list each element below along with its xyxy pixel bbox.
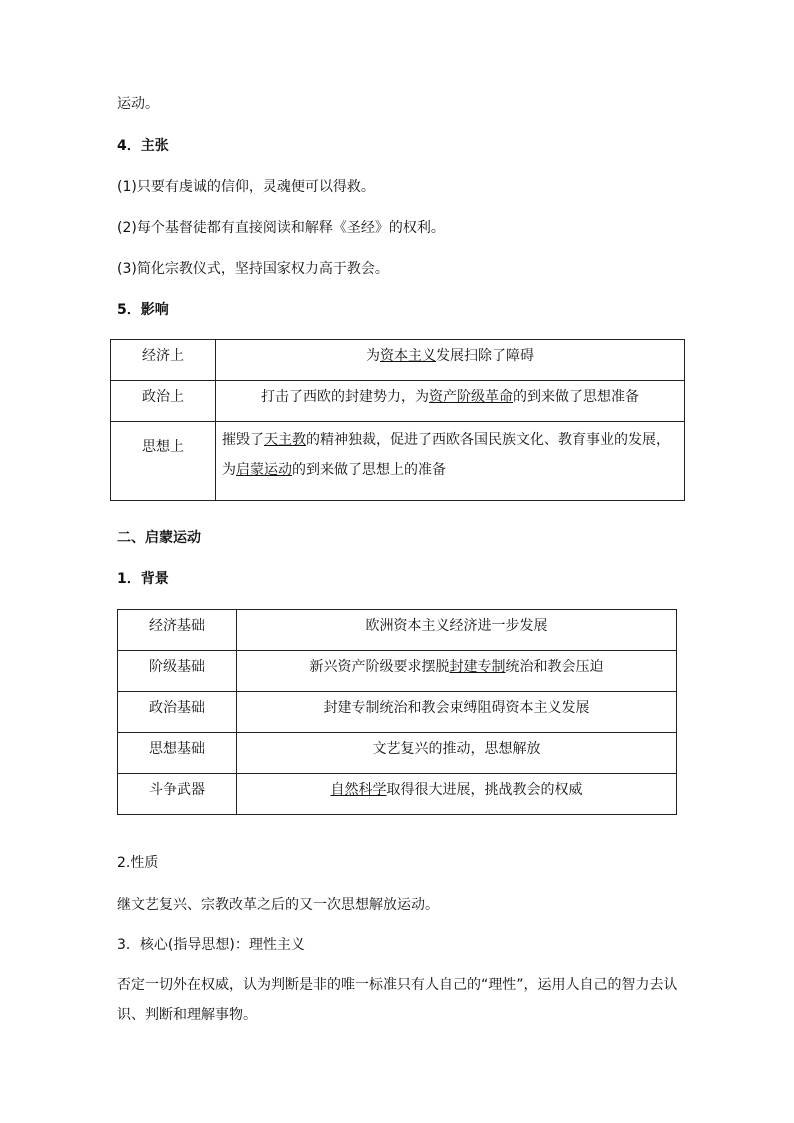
row-content: 文艺复兴的推动，思想解放 [237, 733, 677, 774]
part-2-section-2-heading: 2.性质 [117, 855, 159, 871]
row-label: 经济基础 [118, 610, 237, 651]
row-content: 打击了西欧的封建势力，为资产阶级革命的到来做了思想准备 [216, 381, 685, 422]
row-label: 阶级基础 [118, 651, 237, 692]
table-row [111, 340, 685, 381]
row-label: 政治基础 [118, 692, 237, 733]
row-label: 思想上 [111, 422, 216, 501]
part-2-section-2-text: 继文艺复兴、宗教改革之后的又一次思想解放运动。 [117, 897, 439, 913]
table-row [118, 774, 677, 815]
influence-table [110, 339, 685, 501]
row-content: 为资本主义发展扫除了障碍 [216, 340, 685, 381]
table-row [118, 610, 677, 651]
row-content: 欧洲资本主义经济进一步发展 [237, 610, 677, 651]
part-2-section-3-heading: 3．核心(指导思想)：理性主义 [117, 937, 305, 953]
row-content: 摧毁了天主教的精神独裁，促进了西欧各国民族文化、教育事业的发展，为启蒙运动的到来做了思想上的准备 [216, 422, 685, 501]
table-row [111, 422, 685, 501]
row-content: 自然科学取得很大进展，挑战教会的权威 [237, 774, 677, 815]
row-label: 经济上 [111, 340, 216, 381]
table-row [118, 692, 677, 733]
background-table [117, 609, 677, 815]
section-4-item-3: (3)简化宗教仪式，坚持国家权力高于教会。 [117, 261, 389, 277]
part-2-heading: 二、启蒙运动 [117, 530, 201, 546]
row-label: 政治上 [111, 381, 216, 422]
row-content: 封建专制统治和教会束缚阻碍资本主义发展 [237, 692, 677, 733]
section-4-item-1: (1)只要有虔诚的信仰，灵魂便可以得救。 [117, 179, 375, 195]
section-4-heading: 4．主张 [117, 138, 169, 154]
part-2-section-3-text: 否定一切外在权威，认为判断是非的唯一标准只有人自己的“理性”，运用人自己的智力去认识、判断和理解事物。 [117, 977, 678, 1023]
table-row [111, 381, 685, 422]
section-5-heading: 5．影响 [117, 302, 169, 318]
intro-tail: 运动。 [117, 96, 159, 112]
row-label: 斗争武器 [118, 774, 237, 815]
table-row [118, 733, 677, 774]
row-content: 新兴资产阶级要求摆脱封建专制统治和教会压迫 [237, 651, 677, 692]
row-label: 思想基础 [118, 733, 237, 774]
part-2-section-1-heading: 1．背景 [117, 571, 169, 587]
section-4-item-2: (2)每个基督徒都有直接阅读和解释《圣经》的权利。 [117, 220, 445, 236]
table-row [118, 651, 677, 692]
